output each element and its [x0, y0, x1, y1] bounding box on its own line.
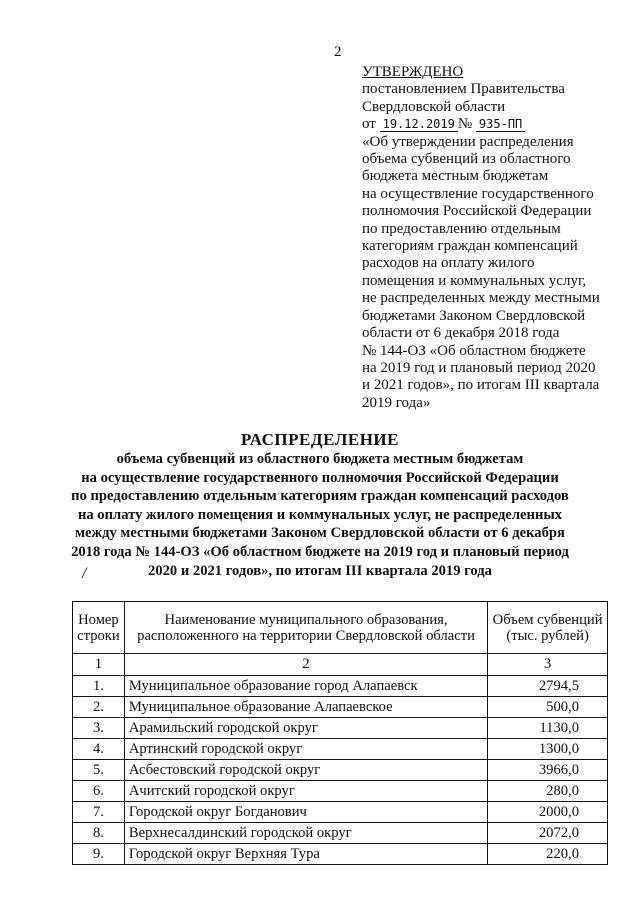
row-name: Муниципальное образование город Алапаевск [124, 676, 487, 697]
row-number: 7. [73, 802, 125, 823]
table-row [73, 823, 608, 844]
row-value: 1300,0 [488, 739, 608, 760]
document-subtitle: объема субвенций из областного бюджета местным бюджетам на осуществление государственного полномочия Российской Федерации по предоставлению отдельным категориям граждан компенсаций расходов на оплату жилого помещения и коммунальных услуг, не распределенных между местными бюджетами Законом Свердловской области от 6 декабря 2018 года № 144-ОЗ «Об областном бюджете на 2019 год и плановый период 2020 и 2021 годов», по итогам III квартала 2019 года [71, 451, 569, 579]
row-number: 6. [73, 781, 125, 802]
index-cell-1: 1 [73, 654, 125, 676]
table-row [73, 802, 608, 823]
row-number: 8. [73, 823, 125, 844]
row-name: Арамильский городской округ [124, 718, 487, 739]
row-name: Ачитский городской округ [124, 781, 487, 802]
row-value: 2072,0 [488, 823, 608, 844]
approval-line-1: постановлением Правительства [362, 81, 565, 98]
row-value: 2794,5 [488, 676, 608, 697]
row-name: Асбестовский городской округ [124, 760, 487, 781]
row-name: Верхнесалдинский городской округ [124, 823, 487, 844]
row-value: 1130,0 [488, 718, 608, 739]
row-number: 4. [73, 739, 125, 760]
approval-stamp: УТВЕРЖДЕНО [362, 64, 464, 80]
row-value: 500,0 [488, 697, 608, 718]
handwritten-mark: / [82, 565, 87, 582]
table-row [73, 781, 608, 802]
approval-date-line [362, 116, 612, 133]
document-title: РАСПРЕДЕЛЕНИЕ [241, 430, 399, 449]
header-number: Номер строки [73, 602, 125, 654]
table-row [73, 718, 608, 739]
table-row [73, 697, 608, 718]
row-name: Городской округ Богданович [124, 802, 487, 823]
row-number: 9. [73, 844, 125, 865]
approval-number: 935-ПП [476, 117, 525, 132]
table-row [73, 676, 608, 697]
table-header-row [73, 602, 608, 654]
approval-date: 19.12.2019 [380, 117, 458, 132]
row-number: 1. [73, 676, 125, 697]
date-prefix: от [362, 116, 376, 133]
distribution-table [72, 601, 608, 865]
approval-title: «Об утверждении распределения объема субвенций из областного бюджета местным бюджетам на осуществление государственного полномочия Российской Федерации по предоставлению отдельным категориям граждан компенсаций расходов на оплату жилого помещения и коммунальных услуг, не распределенных между местными бюджетами Законом Свердловской области от 6 декабря 2018 года № 144-ОЗ «Об областном бюджете на 2019 год и плановый период 2020 и 2021 годов», по итогам III квартала 2019 года» [362, 133, 600, 411]
page-number: 2 [334, 44, 342, 60]
table-row [73, 844, 608, 865]
row-name: Городской округ Верхняя Тура [124, 844, 487, 865]
row-value: 280,0 [488, 781, 608, 802]
index-cell-3: 3 [488, 654, 608, 676]
row-value: 3966,0 [488, 760, 608, 781]
table-row [73, 739, 608, 760]
row-name: Муниципальное образование Алапаевское [124, 697, 487, 718]
row-value: 2000,0 [488, 802, 608, 823]
document-heading [0, 430, 640, 580]
row-name: Артинский городской округ [124, 739, 487, 760]
table-index-row [73, 654, 608, 676]
approval-line-2: Свердловской области [362, 98, 506, 115]
number-sign: № [457, 116, 473, 133]
approval-block [362, 64, 612, 412]
row-number: 3. [73, 718, 125, 739]
header-name: Наименование муниципального образования, расположенного на территории Свердловской области [124, 602, 487, 654]
row-number: 5. [73, 760, 125, 781]
header-volume: Объем субвенций (тыс. рублей) [488, 602, 608, 654]
row-number: 2. [73, 697, 125, 718]
row-value: 220,0 [488, 844, 608, 865]
index-cell-2: 2 [124, 654, 487, 676]
table-row [73, 760, 608, 781]
